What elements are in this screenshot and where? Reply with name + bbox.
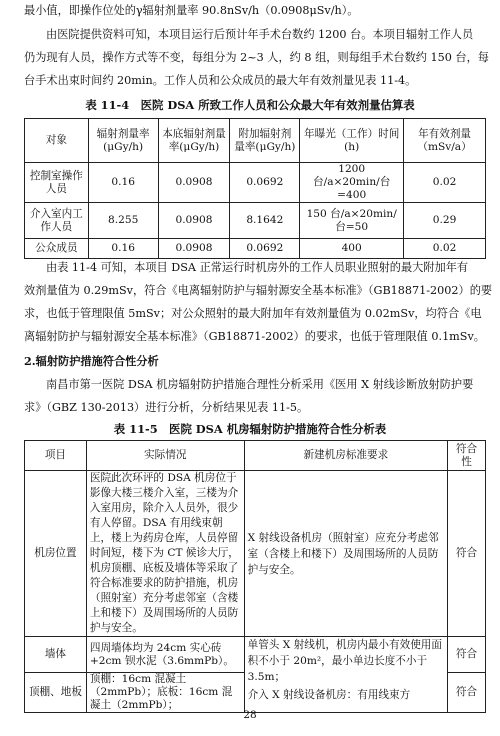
table-cell: X 射线设备机房（照射室）应充分考虑邻室（含楼上和楼下）及周围场所的人员防护与安全。 bbox=[244, 471, 447, 637]
table-cell: 0.29 bbox=[404, 203, 486, 239]
table-cell: 顶棚、地板 bbox=[25, 673, 87, 713]
column-header: 符合性 bbox=[448, 441, 486, 471]
table-cell: 8.255 bbox=[88, 203, 158, 239]
section-heading: 2.辐射防护措施符合性分析 bbox=[24, 354, 159, 368]
standard-text-continued: 介入 X 射线设备机房：有用线束方 bbox=[247, 689, 411, 701]
table-cell: 0.0908 bbox=[158, 239, 230, 259]
column-header: 新建机房标准要求 bbox=[244, 441, 447, 471]
table-cell: 0.16 bbox=[88, 239, 158, 259]
table-header-row bbox=[25, 441, 486, 471]
table-cell: 单管头 X 射线机，机房内最小有效使用面积不小于 20m²，最小单边长度不小于 3.5m； 介入 X 射线设备机房：有用线束方 bbox=[244, 637, 447, 713]
paragraph-line: 效剂量值为 0.29mSv，符合《电离辐射防护与辐射源安全基本标准》（GB18871-2002）的要 bbox=[24, 284, 493, 297]
page-number: 28 bbox=[243, 709, 257, 721]
table-cell: 1200 台/a×20min/台=400 bbox=[300, 163, 404, 203]
table-cell: 8.1642 bbox=[230, 203, 300, 239]
paragraph-line: 求》（GBZ 130-2013）进行分析，分析结果见表 11-5。 bbox=[24, 401, 309, 414]
table-row bbox=[25, 239, 486, 259]
table-header-row bbox=[25, 119, 486, 163]
table-row bbox=[25, 471, 486, 637]
table-row bbox=[25, 203, 486, 239]
table-row bbox=[25, 637, 486, 673]
column-header: 实际情况 bbox=[86, 441, 244, 471]
paragraph-line: 台手术出束时间约 20min。工作人员和公众成员的最大年有效剂量见表 11-4。 bbox=[24, 74, 417, 87]
table-11-4-caption: 表 11-4 医院 DSA 所致工作人员和公众最大年有效剂量估算表 bbox=[85, 98, 415, 112]
table-cell: 墙体 bbox=[25, 637, 87, 673]
table-cell: 控制室操作人员 bbox=[25, 163, 89, 203]
table-row bbox=[25, 163, 486, 203]
table-cell: 符合 bbox=[448, 471, 486, 637]
paragraph-line: 南昌市第一医院 DSA 机房辐射防护措施合理性分析采用《医用 X 射线诊断放射防护要 bbox=[46, 378, 474, 391]
dose-estimate-table bbox=[24, 118, 486, 259]
table-cell: 0.02 bbox=[404, 163, 486, 203]
column-header: 项目 bbox=[25, 441, 87, 471]
column-header: 本底辐射剂量率(μGy/h) bbox=[158, 119, 230, 163]
table-cell: 0.0908 bbox=[158, 163, 230, 203]
table-cell: 公众成员 bbox=[25, 239, 89, 259]
table-cell: 0.16 bbox=[88, 163, 158, 203]
table-cell: 150 台/a×20min/台=50 bbox=[300, 203, 404, 239]
paragraph-line: 求，也低于管理限值 5mSv；对公众照射的最大附加年有效剂量值为 0.02mSv，均符合《电 bbox=[24, 307, 482, 320]
column-header: 年有效剂量（mSv/a） bbox=[404, 119, 486, 163]
table-11-5-caption: 表 11-5 医院 DSA 机房辐射防护措施符合性分析表 bbox=[113, 422, 387, 436]
column-header: 年曝光（工作）时间(h) bbox=[300, 119, 404, 163]
column-header: 对象 bbox=[25, 119, 89, 163]
table-cell: 0.0692 bbox=[230, 239, 300, 259]
column-header: 辐射剂量率(μGy/h) bbox=[88, 119, 158, 163]
paragraph-line: 仍为现有人员，操作方式等不变，每组分为 2~3 人，约 8 组，则每组手术台数约 150 台，每 bbox=[24, 51, 489, 64]
table-cell: 符合 bbox=[448, 673, 486, 713]
table-cell: 0.0908 bbox=[158, 203, 230, 239]
table-cell: 符合 bbox=[448, 637, 486, 673]
paragraph-line: 最小值，即操作位处的γ辐射剂量率 90.8nSv/h（0.0908μSv/h）。 bbox=[24, 4, 359, 17]
paragraph-line: 离辐射防护与辐射源安全基本标准》（GB18871-2002）的要求，也低于管理限值 0.1mSv。 bbox=[24, 330, 485, 343]
table-cell: 0.0692 bbox=[230, 163, 300, 203]
paragraph-line: 由表 11-4 可知，本项目 DSA 正常运行时机房外的工作人员职业照射的最大附加年有 bbox=[46, 261, 469, 274]
table-cell: 0.02 bbox=[404, 239, 486, 259]
compliance-analysis-table bbox=[24, 440, 486, 713]
column-header: 附加辐射剂量率(μGy/h) bbox=[230, 119, 300, 163]
table-cell: 顶棚：16cm 混凝土（2mmPb）；底板：16cm 混凝土（2mmPb）； bbox=[86, 673, 244, 713]
paragraph-line: 由医院提供资料可知，本项目运行后预计年手术台数约 1200 台。本项目辐射工作人员 bbox=[46, 28, 474, 41]
table-cell: 介入室内工作人员 bbox=[25, 203, 89, 239]
table-cell: 医院此次环评的 DSA 机房位于影像大楼三楼介入室，三楼为介入室用房，除介入人员外，很少有人停留。DSA 有用线束朝上，楼上为药房仓库，人员停留时间短，楼下为 CT 候诊大厅，机房顶棚、底板及墙体等采取了符合标准要求的防护措施，机房（照射室）充分考虑邻室（含楼上和楼下）及周围场所的人员防护与安全。 bbox=[86, 471, 244, 637]
table-cell: 400 bbox=[300, 239, 404, 259]
table-cell: 机房位置 bbox=[25, 471, 87, 637]
table-cell: 四周墙体均为 24cm 实心砖+2cm 钡水泥（3.6mmPb）。 bbox=[86, 637, 244, 673]
